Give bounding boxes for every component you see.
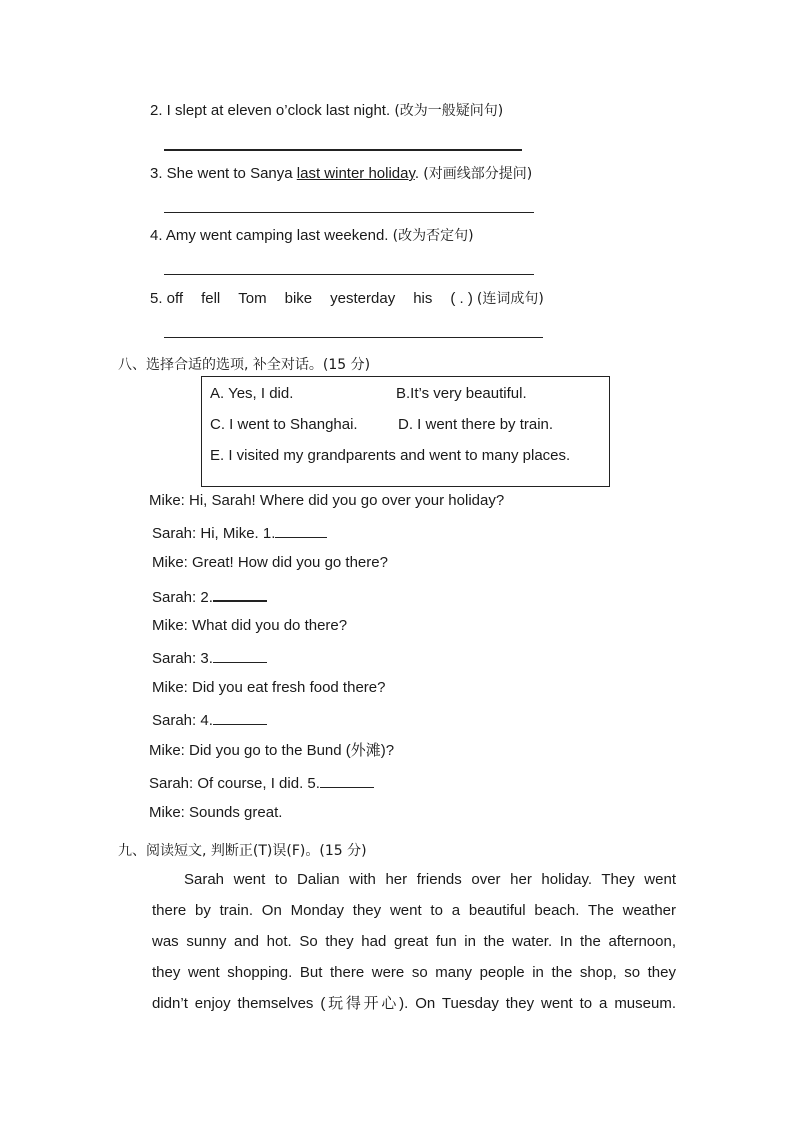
question-4-hint: (改为否定句) <box>392 228 474 244</box>
dialogue-line <box>152 523 327 543</box>
passage-line: they went shopping. But there were so many people in the shop, so they <box>152 964 676 981</box>
question-5-word: bike <box>284 290 313 307</box>
dialogue-text: Sarah: 2. <box>152 589 213 606</box>
question-5-word: ( . ) <box>450 290 473 307</box>
dialogue-line: Mike: Great! How did you go there? <box>152 554 388 571</box>
question-2-text: 2. I slept at eleven o’clock last night. <box>150 102 395 119</box>
blank-4[interactable] <box>213 710 267 725</box>
option-e: E. I visited my grandparents and went to many places. <box>210 447 571 464</box>
passage-line: Sarah went to Dalian with her friends over her holiday. They went <box>184 871 676 888</box>
question-2-hint: (改为一般疑问句) <box>394 103 504 119</box>
question-3-underlined: last winter holiday <box>296 165 415 182</box>
blank-3[interactable] <box>213 648 267 663</box>
question-5-word: Tom <box>238 290 267 307</box>
passage-line: was sunny and hot. So they had great fun in the water. In the afternoon, <box>152 933 676 950</box>
question-4-text: 4. Amy went camping last weekend. <box>150 227 393 244</box>
section-9-score: (15 分) <box>319 843 367 859</box>
dialogue-text: Sarah: Hi, Mike. 1. <box>152 525 276 542</box>
blank-2[interactable] <box>213 586 267 602</box>
answer-line-5[interactable] <box>164 337 543 338</box>
option-a: A. Yes, I did. <box>210 385 294 402</box>
question-3 <box>150 165 532 183</box>
answer-line-4[interactable] <box>164 274 534 275</box>
passage-line: there by train. On Monday they went to a beautiful beach. The weather <box>152 902 676 919</box>
question-4 <box>150 227 474 245</box>
dialogue-line <box>152 710 267 730</box>
dialogue-line: Mike: Hi, Sarah! Where did you go over your holiday? <box>149 492 505 509</box>
passage-line: didn’t enjoy themselves (玩得开心). On Tuesday they went to a museum. <box>152 995 676 1012</box>
reading-passage <box>152 864 676 1019</box>
question-5-word: 5. off <box>150 290 184 307</box>
section-8-score: (15 分) <box>322 357 371 373</box>
question-3-hint: (对画线部分提问) <box>423 166 533 182</box>
question-5 <box>150 290 544 308</box>
dialogue-line: Mike: What did you do there? <box>152 617 348 634</box>
question-5-word: his <box>413 290 433 307</box>
section-8-heading <box>118 356 370 374</box>
section-9-title: 九、阅读短文, 判断正(T)误(F)。 <box>118 843 320 859</box>
dialogue-line: Mike: Did you eat fresh food there? <box>152 679 386 696</box>
question-3-pre: 3. She went to Sanya <box>150 165 297 182</box>
section-9-heading <box>118 842 367 860</box>
option-b: B.It’s very beautiful. <box>396 385 527 402</box>
dialogue-line: Mike: Did you go to the Bund (外滩)? <box>149 742 395 759</box>
dialogue-line <box>149 773 374 793</box>
dialogue-text: Sarah: 4. <box>152 712 213 729</box>
option-c: C. I went to Shanghai. <box>210 416 358 433</box>
question-5-hint: (连词成句) <box>476 291 544 307</box>
dialogue-text: Sarah: 3. <box>152 650 213 667</box>
question-2 <box>150 102 503 120</box>
section-8-title: 八、选择合适的选项, 补全对话。 <box>118 357 323 373</box>
answer-line-2[interactable] <box>164 149 522 151</box>
question-3-post: . <box>414 165 424 182</box>
dialogue-text: Sarah: Of course, I did. 5. <box>149 775 320 792</box>
blank-5[interactable] <box>320 773 374 788</box>
question-5-word: yesterday <box>330 290 396 307</box>
question-5-word: fell <box>201 290 221 307</box>
option-d: D. I went there by train. <box>398 416 554 433</box>
options-box <box>201 376 610 487</box>
answer-line-3[interactable] <box>164 212 534 213</box>
blank-1[interactable] <box>275 523 327 538</box>
dialogue-line <box>152 586 267 607</box>
dialogue-line <box>152 648 267 668</box>
dialogue-line: Mike: Sounds great. <box>149 804 283 821</box>
